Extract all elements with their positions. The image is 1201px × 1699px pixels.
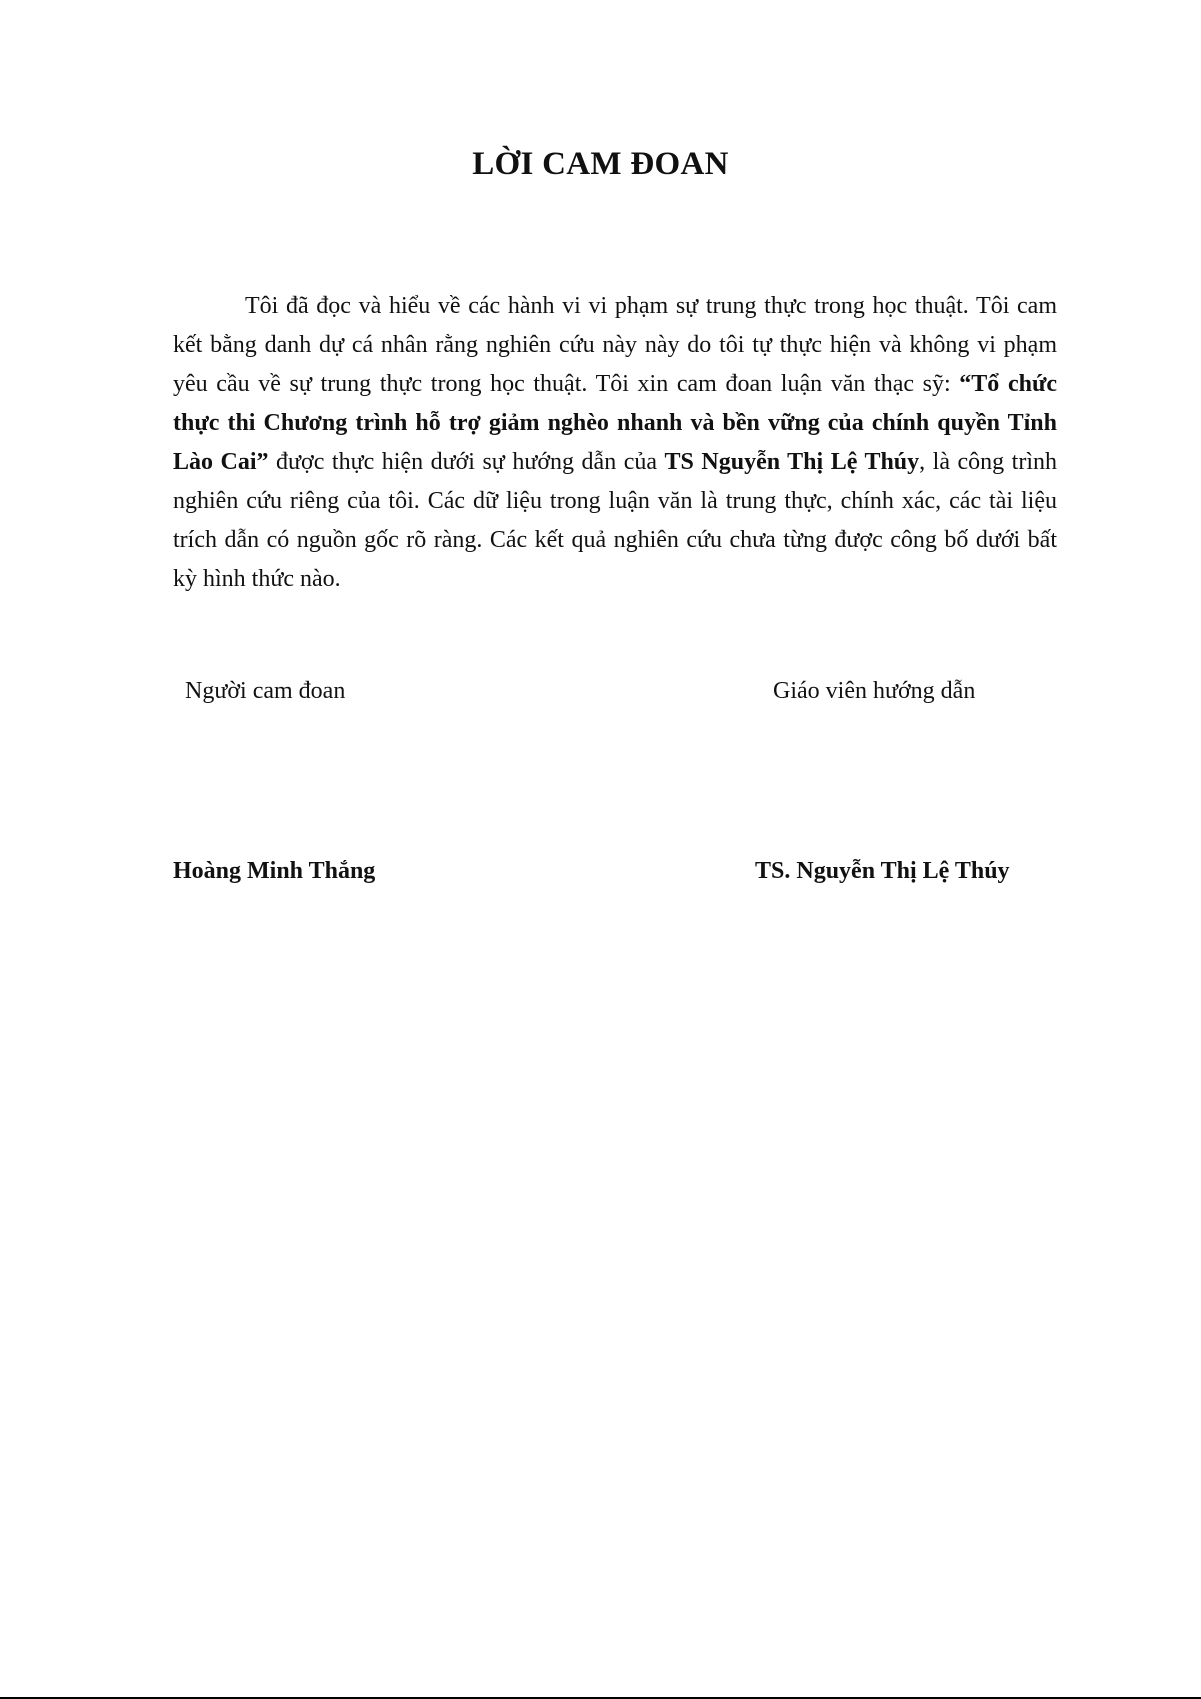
paragraph-text-part3: , là công trình nghiên cứu riêng của tôi. Các dữ liệu trong luận văn là trung thực, chính xác, các tài liệu trích dẫn có nguồn gốc rõ ràng. Các kết quả nghiên cứu chưa từng được công bố dưới bất kỳ hình thức nào. xyxy=(173,449,1057,592)
thesis-title: “Tổ chức thực thi Chương trình hỗ trợ giảm nghèo nhanh và bền vững của chính quyền Tỉnh Lào Cai” xyxy=(173,371,1058,475)
paragraph-text-part1: Tôi đã đọc và hiểu về các hành vi vi phạm sự trung thực trong học thuật. Tôi cam kết bằng danh dự cá nhân rằng nghiên cứu này này do tôi tự thực hiện và không vi phạm yêu cầu về sự trung thực trong học thuật. Tôi xin cam đoan luận văn thạc sỹ: xyxy=(173,293,1057,397)
declarant-label: Người cam đoan xyxy=(185,678,346,704)
page-title: LỜI CAM ĐOAN xyxy=(472,146,729,182)
declaration-paragraph xyxy=(173,287,1057,599)
advisor-name-inline: TS Nguyễn Thị Lệ Thúy xyxy=(664,449,920,475)
advisor-name: TS. Nguyễn Thị Lệ Thúy xyxy=(755,858,1010,884)
declarant-name: Hoàng Minh Thắng xyxy=(173,858,376,884)
paragraph-text-part2: được thực hiện dưới sự hướng dẫn của xyxy=(268,449,665,475)
advisor-label: Giáo viên hướng dẫn xyxy=(773,678,976,704)
